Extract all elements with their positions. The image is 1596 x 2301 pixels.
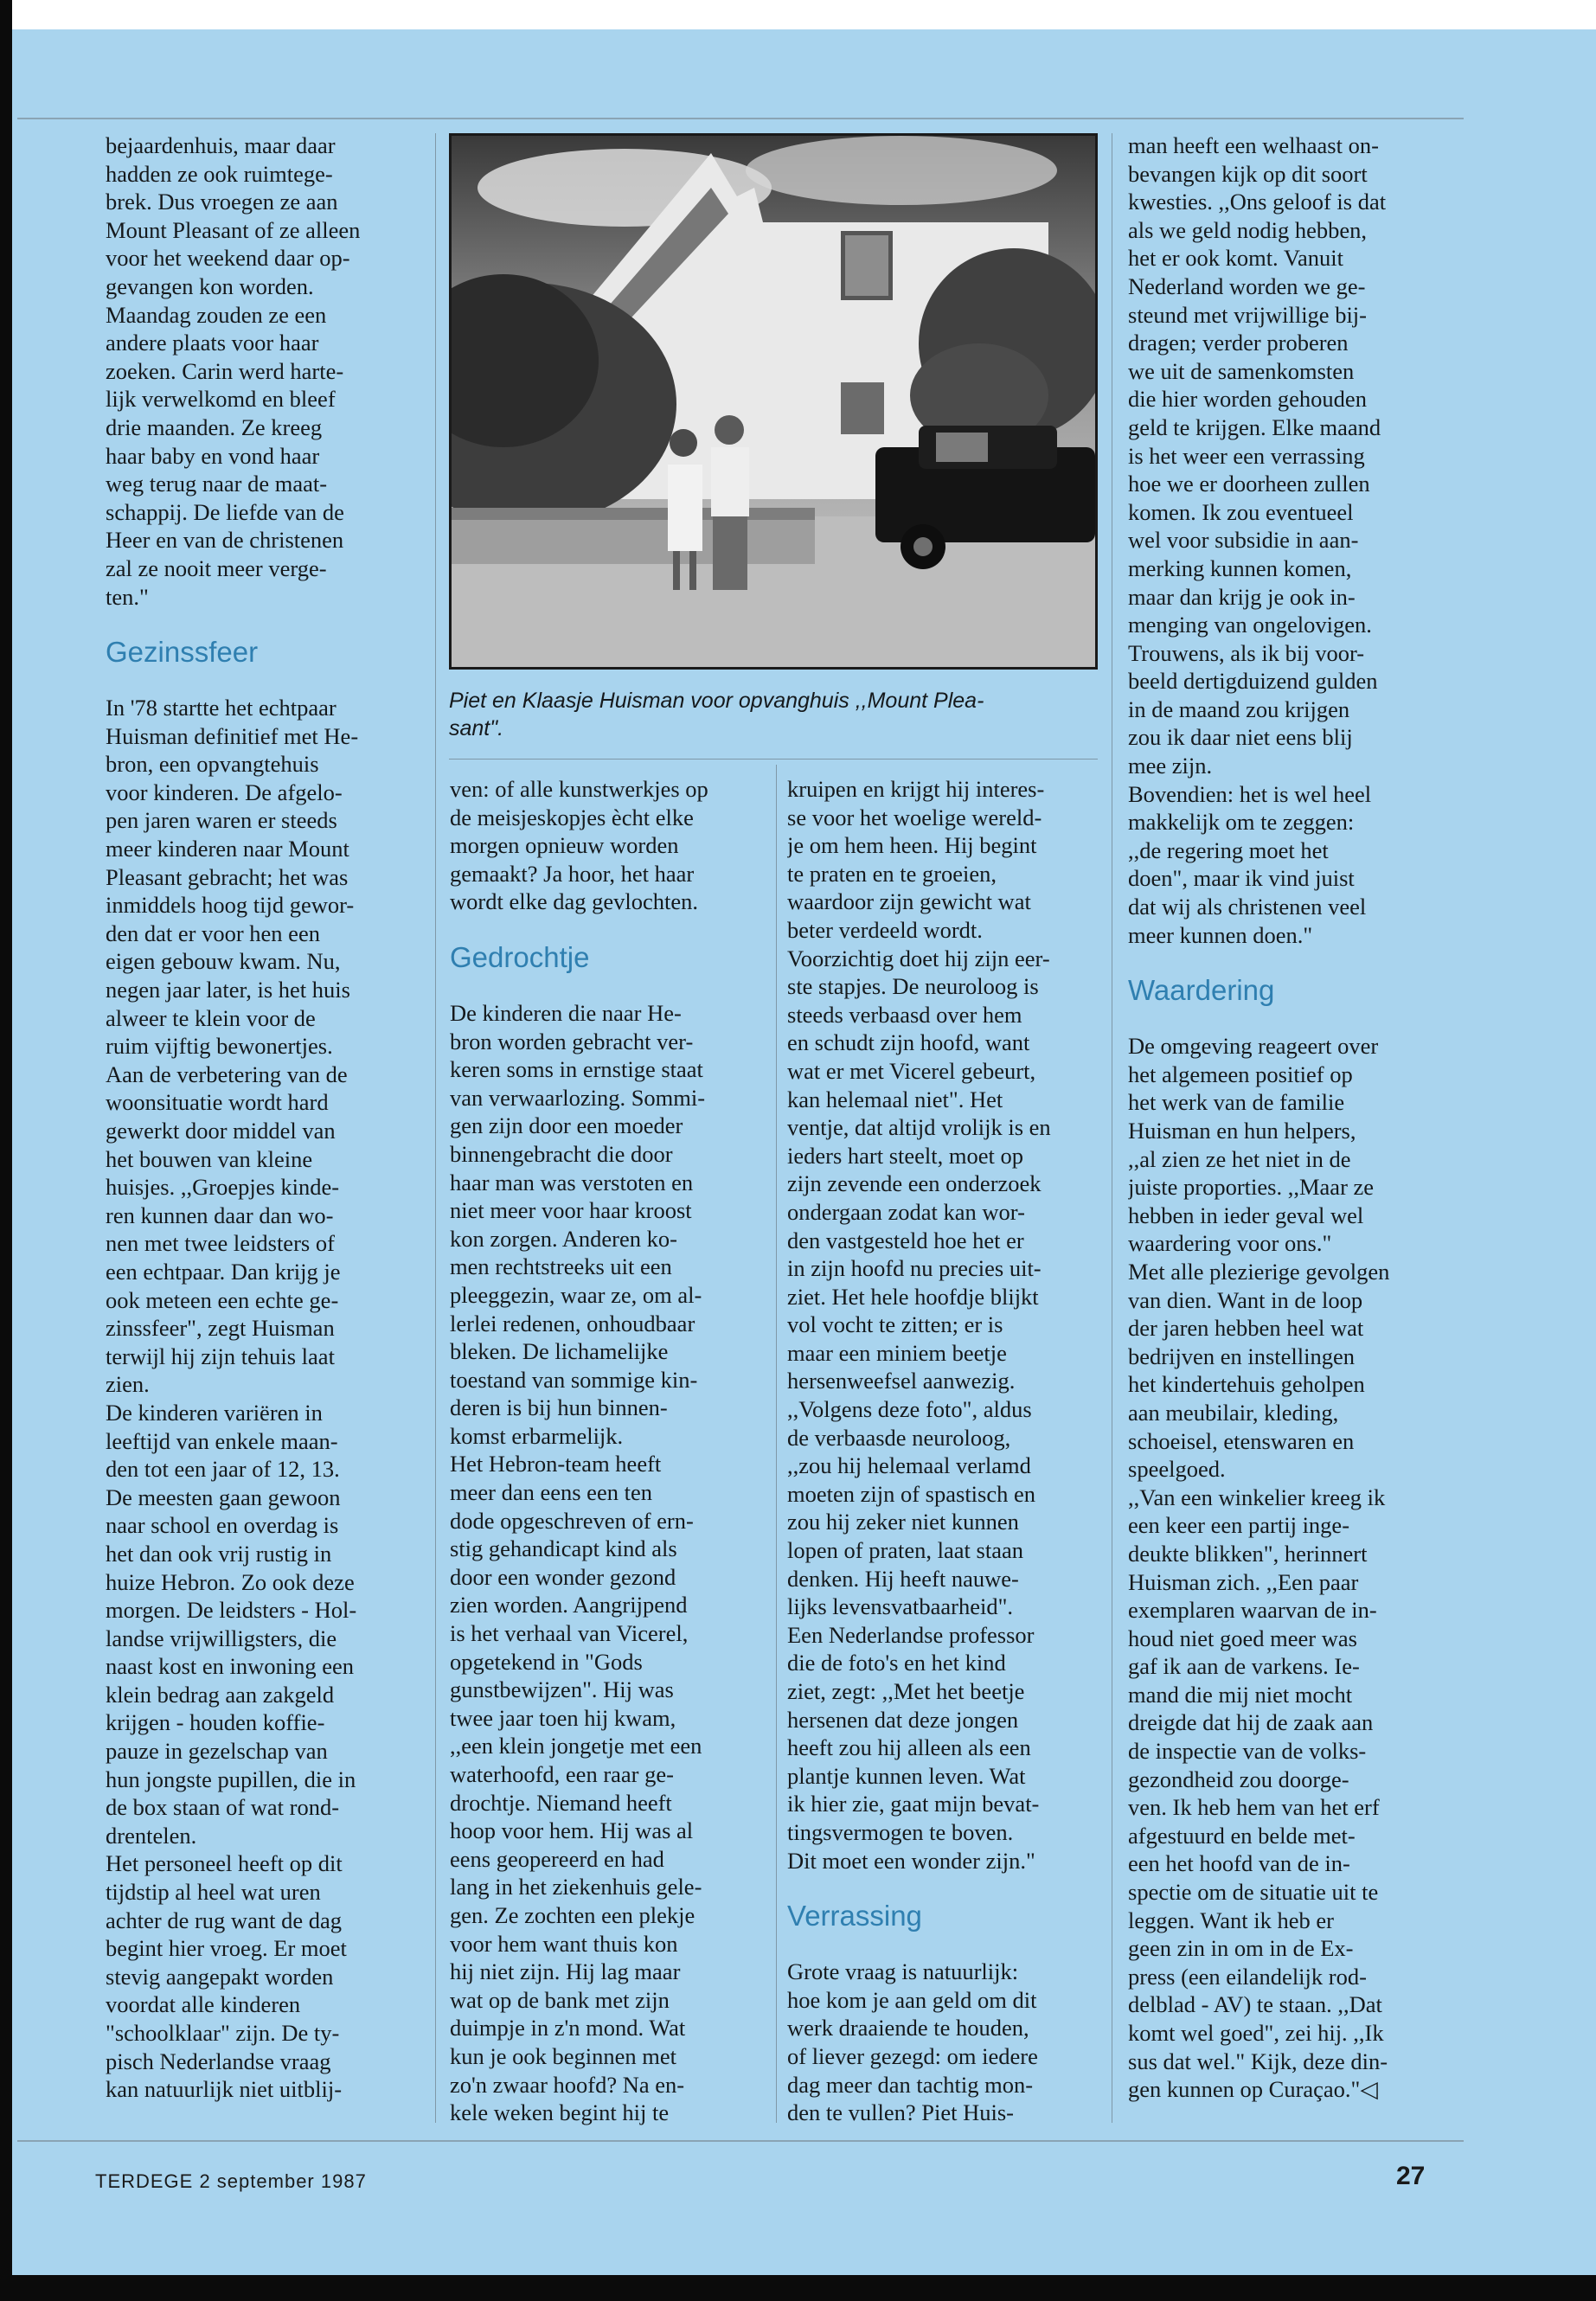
article-column-2	[450, 775, 772, 2138]
paragraph: De kinderen die naar He- bron worden gebracht ver- keren soms in ernstige staat van verwaarlozing. Sommi- gen zijn door een moeder binnengebracht die door haar man was verstoten en niet meer voor haar kroost kon zorgen. Anderen ko- men rechtstreeks uit een pleeggezin, waar ze, om al- lerlei redenen, onhoudbaar bleken. De lichamelijke toestand van sommige kin- deren is bij hun binnen- komst erbarmelijk.	[450, 999, 706, 1449]
paragraph: kruipen en krijgt hij interes- se voor het woelige wereld- je om hem heen. Hij begint te praten en te groeien, waardoor zijn gewicht wat beter verdeeld wordt. Voorzichtig doet hij zijn eer- ste stapjes. De neuroloog is steeds verbaasd over hem en schudt zijn hoofd, want wat er met Vicerel gebeurt, kan helemaal niet". Het ventje, dat altijd vrolijk is en ieders hart steelt, moet op zijn zevende een onderzoek ondergaan zodat kan wor- den vastgesteld hoe het er in zijn hoofd nu precies uit- ziet. Het hele hoofdje blijkt vol vocht te zitten; er is maar een miniem beetje hersenweefsel aanwezig. ,,Volgens deze foto", aldus de verbaasde neuroloog, ,,zou hij helemaal verlamd moeten zijn of spastisch en zou hij zeker niet kunnen lopen of praten, laat staan denken. Hij heeft nauwe- lijks levensvatbaarheid". Een Nederlandse professor die de foto's en het kind ziet, zegt: ,,Met het beetje hersenen dat deze jongen heeft zou hij alleen als een plantje kunnen leven. Wat ik hier zie, gaat mijn bevat- tingsvermogen te boven. Dit moet een wonder zijn."	[787, 776, 1051, 1874]
column-divider	[435, 133, 436, 2123]
paragraph: Het Hebron-team heeft meer dan eens een ten dode opgeschreven of ern- stig gehandicapt kind als door een wonder gezond zien worden. Aangrijpend is het verhaal van Vicerel, opgetekend in "Gods gunstbewijzen". Hij was twee jaar toen hij kwam, ,,een klein jongetje met een waterhoofd, een raar ge- drochtje. Niemand heeft hoop voor hem. Hij was al eens geopereerd en had lang in het ziekenhuis gele- gen. Ze zochten een plekje voor hem want thuis kon hij niet zijn. Hij lag maar wat op de bank met zijn duimpje in z'n mond. Wat kun je ook beginnen met zo'n zwaar hoofd? Na en- kele weken begint hij te	[450, 1451, 702, 2126]
bottom-rule	[17, 2140, 1464, 2142]
paragraph: Het personeel heeft op dit tijdstip al heel wat uren achter de rug want de dag begint hier vroeg. Er moet stevig aangepakt worden voordat alle kinderen "schoolklaar" zijn. De ty- pisch Nederlandse vraag kan natuurlijk niet uitblij-	[106, 1850, 347, 2103]
section-heading: Gedrochtje	[450, 940, 590, 973]
photo-house-couple-car	[452, 136, 1095, 667]
paragraph: ven: of alle kunstwerkjes op de meisjeskopjes ècht elke morgen opnieuw worden gemaakt? Ja hoor, het haar wordt elke dag gevlochten.	[450, 776, 708, 915]
footer-publication: TERDEGE 2 september 1987	[95, 2170, 367, 2192]
scan-edge	[0, 0, 12, 2301]
top-rule	[17, 118, 1464, 119]
caption-rule	[449, 759, 1098, 760]
paragraph: man heeft een welhaast on- bevangen kijk op dit soort kwesties. ,,Ons geloof is dat als we geld nodig hebben, het er ook komt. Vanuit Nederland worden we ge- steund met vrijwillige bij- dragen; verder proberen we uit de samenkomsten die hier worden gehouden geld te krijgen. Elke maand is het weer een verrassing hoe we er doorheen zullen komen. Ik zou eventueel wel voor subsidie in aan- merking kunnen komen, maar dan krijg je ook in- menging van ongelovigen. Trouwens, als ik bij voor- beeld dertigduizend gulden in de maand zou krijgen zou ik daar niet eens blij mee zijn. Bovendien: het is wel heel makkelijk om te zeggen: ,,de regering moet het doen", maar ik vind juist dat wij als christenen veel meer kunnen doen."	[1128, 132, 1387, 948]
paragraph: Grote vraag is natuurlijk: hoe kom je aan geld om dit werk draaiende te houden, of liever gezegd: om iedere dag meer dan tachtig mon- den te vullen? Piet Huis-	[787, 1958, 1038, 2126]
article-column-3	[787, 775, 1109, 2138]
photo-caption: Piet en Klaasje Huisman voor opvanghuis ,,Mount Plea- sant".	[449, 689, 984, 740]
end-of-article-mark: ◁	[1360, 2076, 1378, 2104]
paragraph: De kinderen variëren in leeftijd van enkele maan- den tot een jaar of 12, 13. De meesten gaan gewoon naar school en overdag is het dan ook vrij rustig in huize Hebron. Zo ook deze morgen. De leidsters - Hol- landse vrijwilligsters, die naast kost en inwoning een klein bedrag aan zakgeld krijgen - houden koffie- pauze in gezelschap van hun jongste pupillen, die in de box staan of wat rond- drentelen.	[106, 1399, 357, 1849]
column-divider	[776, 765, 777, 2123]
page-number: 27	[1396, 2162, 1426, 2190]
article-column-4	[1128, 131, 1457, 2138]
paragraph: De omgeving reageert over het algemeen positief op het werk van de familie Huisman en hun helpers, ,,al zien ze het niet in de juiste proporties. ,,Maar ze hebben in ieder geval wel waardering voor ons." Met alle plezierige gevolgen van dien. Want in de loop der jaren hebben heel wat bedrijven en instellingen het kindertehuis geholpen aan meubilair, kleding, schoeisel, etenswaren en speelgoed. ,,Van een winkelier kreeg ik een keer een partij inge- deukte blikken", herinnert Huisman zich. ,,Een paar exemplaren waarvan de in- houd niet goed meer was gaf ik aan de varkens. Ie- mand die mij niet mocht dreigde dat hij de zaak aan de inspectie van de volks- gezondheid zou doorge- ven. Ik heb hem van het erf afgestuurd en belde met- een het hoofd van de in- spectie om de situatie uit te leggen. Want ik heb er geen zin in om in de Ex- press (een eilandelijk rod- delblad - AV) te staan. ,,Dat komt wel goed", zei hij. ,,Ik sus dat wel." Kijk, deze din- gen kunnen op Curaçao."	[1128, 1033, 1390, 2103]
article-column-1	[106, 131, 434, 2138]
paragraph: In '78 startte het echtpaar Huisman definitief met He- bron, een opvangtehuis voor kinderen. De afgelo- pen jaren waren er steeds meer kinderen naar Mount Pleasant gebracht; het was inmiddels hoog tijd gewor- den dat er voor hen een eigen gebouw kwam. Nu, negen jaar later, is het huis alweer te klein voor de ruim vijftig bewonertjes. Aan de verbetering van de woonsituatie wordt hard gewerkt door middel van het bouwen van kleine huisjes. ,,Groepjes kinde- ren kunnen daar dan wo- nen met twee leidsters of een echtpaar. Dan krijg je ook meteen een echte ge- zinssfeer", zegt Huisman terwijl hij zijn tehuis laat zien.	[106, 695, 359, 1398]
section-heading: Waardering	[1128, 974, 1275, 1007]
paragraph: bejaardenhuis, maar daar hadden ze ook ruimtege- brek. Dus vroegen ze aan Mount Pleasant of ze alleen voor het weekend daar op- gevangen kon worden. Maandag zouden ze een andere plaats voor haar zoeken. Carin werd harte- lijk verwelkomd en bleef drie maanden. Ze kreeg haar baby en vond haar weg terug naar de maat- schappij. De liefde van de Heer en van de christenen zal ze nooit meer verge- ten."	[106, 132, 361, 610]
section-heading: Gezinssfeer	[106, 636, 259, 669]
section-heading: Verrassing	[787, 1900, 922, 1932]
article-photo	[449, 133, 1098, 670]
scan-edge	[0, 2275, 1596, 2301]
magazine-page	[12, 29, 1596, 2275]
